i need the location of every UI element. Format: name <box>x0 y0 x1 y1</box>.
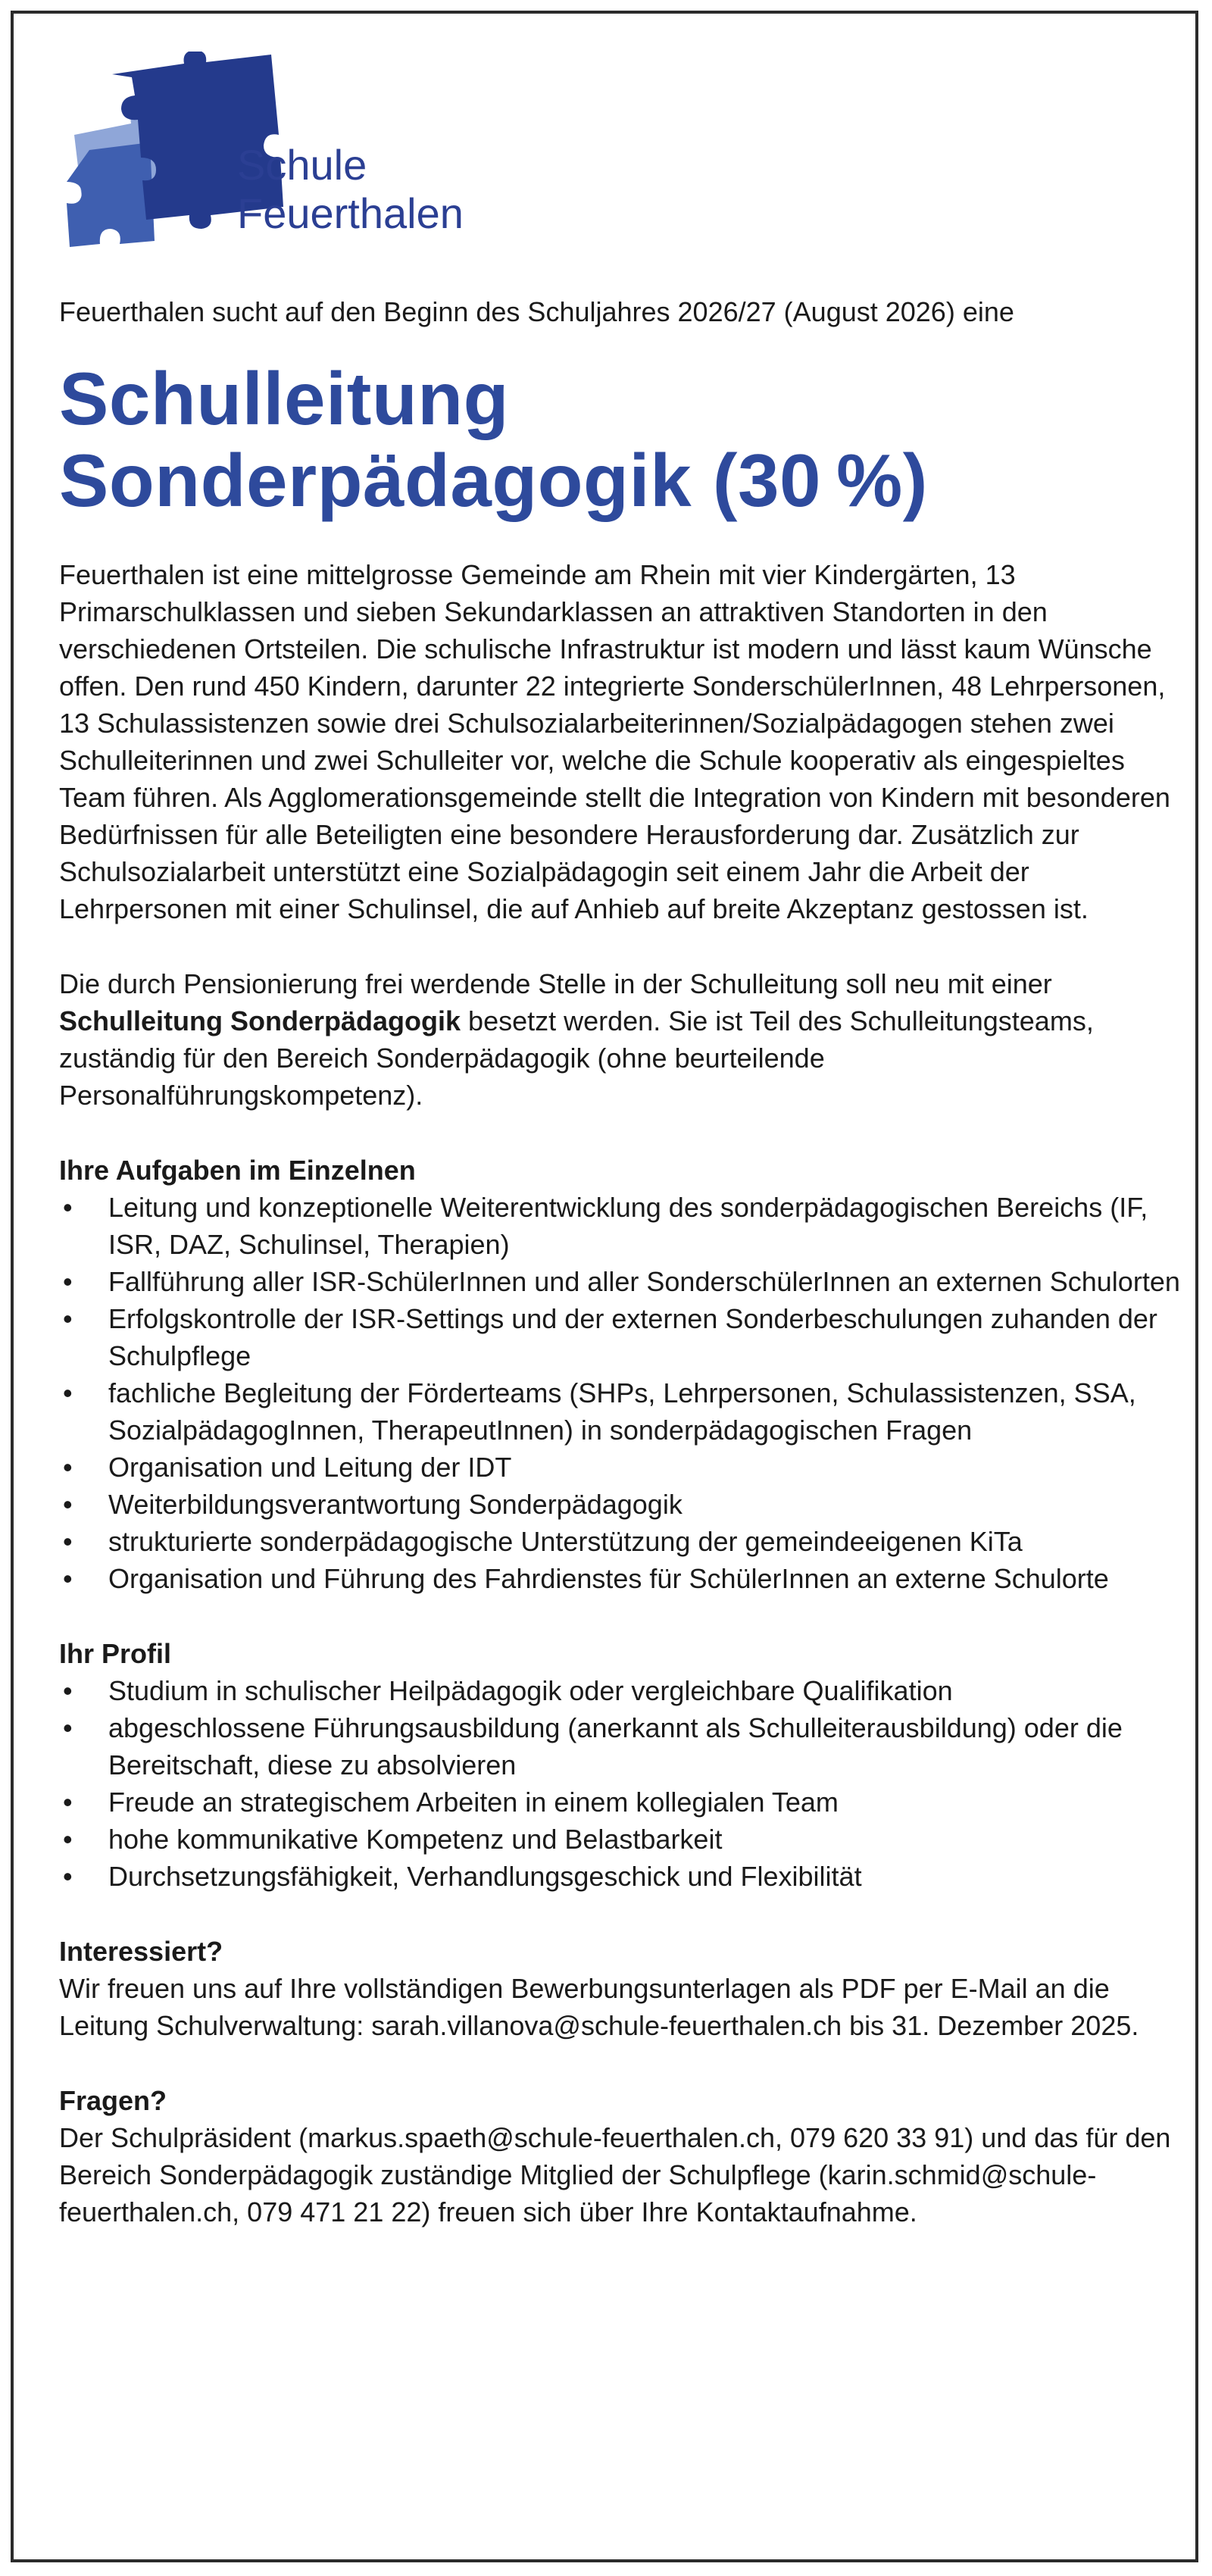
interested-section <box>59 1933 1188 2044</box>
list-item-text: Durchsetzungsfähigkeit, Verhandlungsgeschick und Flexibilität <box>108 1861 862 1892</box>
profile-list <box>59 1672 1188 1895</box>
bullet-icon: • <box>63 1712 73 1743</box>
list-item <box>59 1374 1188 1449</box>
bullet-icon: • <box>63 1675 73 1706</box>
interested-text: Wir freuen uns auf Ihre vollständigen Bewerbungsunterlagen als PDF per E-Mail an die Leitung Schulverwaltung: sarah.villanova@schule-feuerthalen.ch bis 31. Dezember 2025. <box>59 1973 1139 2041</box>
list-item-text: Studium in schulischer Heilpädagogik oder vergleichbare Qualifikation <box>108 1675 953 1706</box>
list-item <box>59 1263 1188 1300</box>
list-item-text: Leitung und konzeptionelle Weiterentwicklung des sonderpädagogischen Bereichs (IF, ISR, DAZ, Schulinsel, Therapien) <box>108 1192 1148 1260</box>
bullet-icon: • <box>63 1526 73 1557</box>
list-item <box>59 1784 1188 1821</box>
profile-section <box>59 1635 1188 1895</box>
list-item-text: Organisation und Führung des Fahrdienstes für SchülerInnen an externe Schulorte <box>108 1563 1109 1594</box>
bullet-icon: • <box>63 1489 73 1520</box>
list-item <box>59 1858 1188 1895</box>
list-item <box>59 1821 1188 1858</box>
job-title-line-2: Sonderpädagogik (30 %) <box>59 439 928 522</box>
list-item-text: Fallführung aller ISR-SchülerInnen und aller SonderschülerInnen an externen Schulorten <box>108 1266 1180 1297</box>
list-item-text: abgeschlossene Führungsausbildung (anerkannt als Schulleiterausbildung) oder die Bereitschaft, diese zu absolvieren <box>108 1712 1123 1780</box>
list-item <box>59 1560 1188 1597</box>
list-item <box>59 1523 1188 1560</box>
bullet-icon: • <box>63 1303 73 1334</box>
list-item-text: strukturierte sonderpädagogische Unterstützung der gemeindeeigenen KiTa <box>108 1526 1023 1557</box>
logo-line-2: Feuerthalen <box>237 189 464 237</box>
job-title-line-1: Schulleitung <box>59 357 509 440</box>
list-item-text: Weiterbildungsverantwortung Sonderpädagogik <box>108 1489 683 1520</box>
tasks-heading: Ihre Aufgaben im Einzelnen <box>59 1155 416 1186</box>
bullet-icon: • <box>63 1563 73 1594</box>
paragraph-position-after: besetzt werden. Sie ist Teil des Schulleitungsteams, zuständig für den Bereich Sonderpädagogik (ohne beurteilende Personalführungskompetenz). <box>59 1005 1094 1111</box>
ad-frame <box>11 11 1198 2562</box>
questions-text: Der Schulpräsident (markus.spaeth@schule-feuerthalen.ch, 079 620 33 91) und das für den Bereich Sonderpädagogik zuständige Mitglied der Schulpflege (karin.schmid@schule-feuerthalen.ch, 079 471 21 22) freuen sich über Ihre Kontaktaufnahme. <box>59 2122 1171 2227</box>
interested-heading: Interessiert? <box>59 1936 223 1967</box>
paragraph-community: Feuerthalen ist eine mittelgrosse Gemeinde am Rhein mit vier Kindergärten, 13 Primarschulklassen und sieben Sekundarklassen an attraktiven Standorten in den verschiedenen Ortsteilen. Die schulische Infrastruktur ist modern und lässt kaum Wünsche offen. Den rund 450 Kindern, darunter 22 integrierte SonderschülerInnen, 48 Lehrpersonen, 13 Schulassistenzen sowie drei Schulsozialarbeiterinnen/Sozialpädagogen stehen zwei Schulleiterinnen und zwei Schulleiter vor, welche die Schule kooperativ als eingespieltes Team führen. Als Agglomerationsgemeinde stellt die Integration von Kindern mit besonderen Bedürfnissen für alle Beteiligten eine besondere Herausforderung dar. Zusätzlich zur Schulsozialarbeit unterstützt eine Sozialpädagogin seit einem Jahr die Arbeit der Lehrpersonen mit einer Schulinsel, die auf Anhieb auf breite Akzeptanz gestossen ist. <box>59 559 1170 924</box>
list-item <box>59 1449 1188 1486</box>
paragraph-position <box>59 965 1188 1114</box>
intro-text: Feuerthalen sucht auf den Beginn des Schuljahres 2026/27 (August 2026) eine <box>59 296 1014 327</box>
ad-content <box>59 44 1188 2268</box>
logo-line-1: Schule <box>237 141 367 189</box>
tasks-section <box>59 1152 1188 1597</box>
logo-wordmark <box>237 141 464 238</box>
list-item-text: hohe kommunikative Kompetenz und Belastbarkeit <box>108 1824 723 1855</box>
bullet-icon: • <box>63 1192 73 1223</box>
bullet-icon: • <box>63 1824 73 1855</box>
list-item-text: Freude an strategischem Arbeiten in einem kollegialen Team <box>108 1787 839 1818</box>
bullet-icon: • <box>63 1266 73 1297</box>
school-logo <box>59 44 1188 241</box>
list-item <box>59 1709 1188 1784</box>
list-item <box>59 1672 1188 1709</box>
list-item <box>59 1189 1188 1263</box>
paragraph-position-bold: Schulleitung Sonderpädagogik <box>59 1005 461 1036</box>
list-item-text: fachliche Begleitung der Förderteams (SHPs, Lehrpersonen, Schulassistenzen, SSA, SozialpädagogInnen, TherapeutInnen) in sonderpädagogischen Fragen <box>108 1377 1136 1446</box>
list-item-text: Organisation und Leitung der IDT <box>108 1452 512 1483</box>
bullet-icon: • <box>63 1452 73 1483</box>
bullet-icon: • <box>63 1861 73 1892</box>
bullet-icon: • <box>63 1377 73 1408</box>
questions-section <box>59 2082 1188 2231</box>
list-item <box>59 1486 1188 1523</box>
paragraph-position-before: Die durch Pensionierung frei werdende Stelle in der Schulleitung soll neu mit einer <box>59 968 1052 999</box>
profile-heading: Ihr Profil <box>59 1638 172 1669</box>
tasks-list <box>59 1189 1188 1597</box>
list-item <box>59 1300 1188 1374</box>
questions-heading: Fragen? <box>59 2085 167 2116</box>
bullet-icon: • <box>63 1787 73 1818</box>
job-title <box>59 358 1188 521</box>
list-item-text: Erfolgskontrolle der ISR-Settings und der externen Sonderbeschulungen zuhanden der Schulpflege <box>108 1303 1157 1371</box>
